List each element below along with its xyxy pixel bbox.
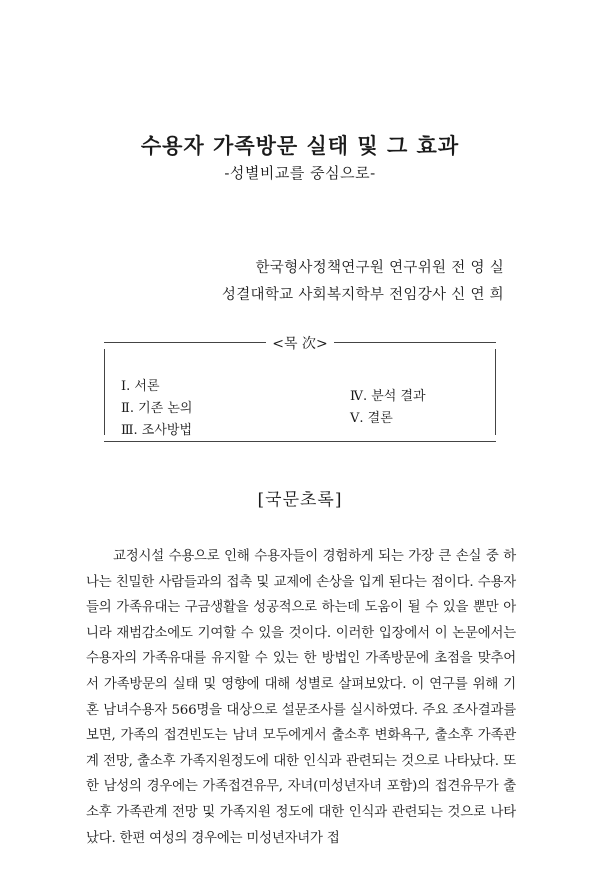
toc-heading: <목 次> (266, 336, 333, 352)
paper-subtitle: -성별비교를 중심으로- (224, 164, 376, 182)
toc-item-2: Ⅱ. 기존 논의 (121, 401, 193, 416)
abstract-heading: [국문초록] (257, 490, 343, 510)
toc-heading-wrap (104, 333, 496, 353)
author-line-2: 성결대학교 사회복지학부 전임강사 신 연 희 (221, 287, 504, 303)
author-block (222, 255, 504, 309)
author-line-1: 한국형사정책연구원 연구위원 전 영 실 (255, 260, 504, 276)
table-of-contents (104, 336, 496, 442)
toc-item-3: Ⅲ. 조사방법 (121, 423, 193, 438)
toc-left-column (121, 376, 192, 442)
toc-right-column (350, 386, 426, 430)
abstract-body: 교정시설 수용으로 인해 수용자들이 경험하게 되는 가장 큰 손실 중 하나는 친밀한 사람들과의 접촉 및 교제에 손상을 입게 된다는 점이다. 수용자들의 가족유대는 구금생활을 성공적으로 하는데 도움이 될 수 있을 뿐만 아니라 재범감소에도 기여할 수 있을 것이다. 이러한 입장에서 이 논문에서는 수용자의 가족유대를 유지할 수 있는 한 방법인 가족방문에 초점을 맞추어서 가족방문의 실태 및 영향에 대해 성별로 살펴보았다. 이 연구를 위해 기혼 남녀수용자 566명을 대상으로 설문조사를 실시하였다. 주요 조사결과를 보면, 가족의 접견빈도는 남녀 모두에게서 출소후 변화욕구, 출소후 가족관계 전망, 출소후 가족지원정도에 대한 인식과 관련되는 것으로 나타났다. 또한 남성의 경우에는 가족접견유무, 자녀(미성년자녀 포함)의 접견유무가 출소후 가족관계 전망 및 가족지원 정도에 대한 인식과 관련되는 것으로 나타났다. 한편 여성의 경우에는 미성년자녀가 접 (86, 549, 516, 846)
toc-item-5: Ⅴ. 결론 (350, 411, 393, 426)
paper-title: 수용자 가족방문 실태 및 그 효과 (140, 133, 460, 158)
toc-item-1: Ⅰ. 서론 (121, 379, 160, 394)
toc-item-4: Ⅳ. 분석 결과 (350, 389, 426, 404)
